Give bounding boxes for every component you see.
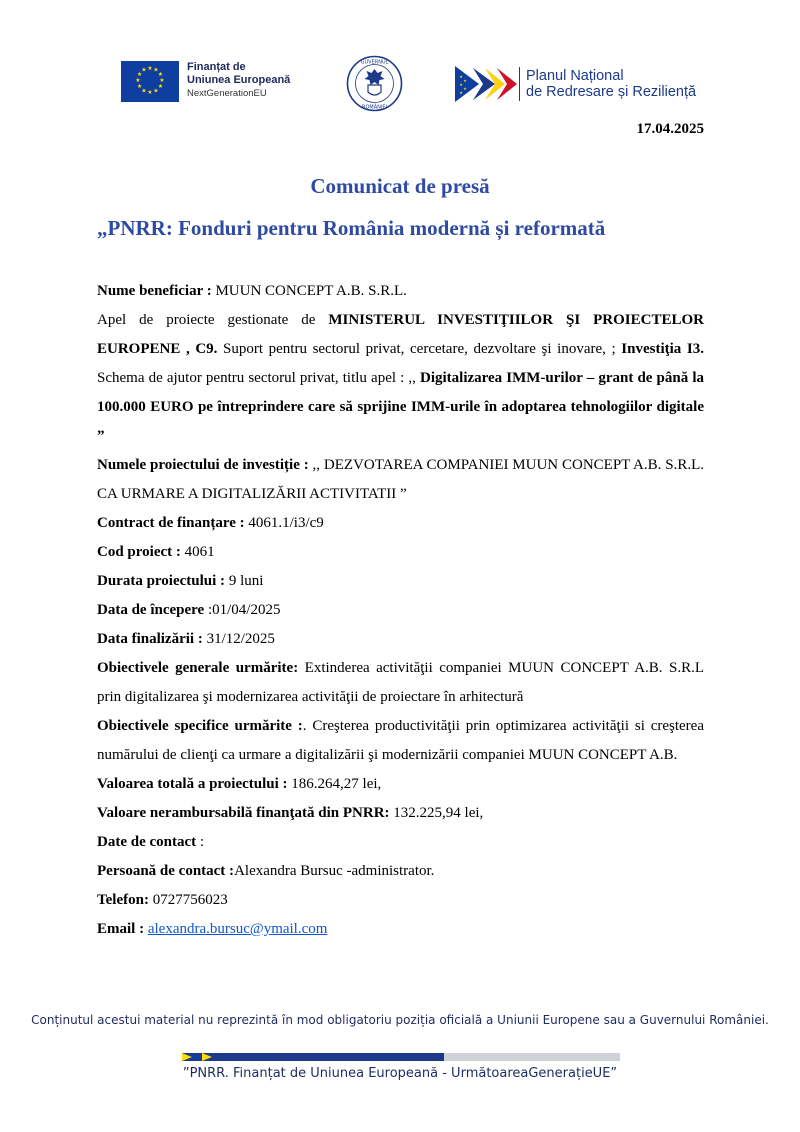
beneficiary-line [97,277,704,306]
start-date-line [97,596,704,625]
email-label: Email : [97,921,145,937]
svg-text:ROMÂNIEI: ROMÂNIEI [362,104,387,111]
contract-label: Contract de finanțare : [97,515,245,531]
svg-text:★: ★ [459,90,463,95]
general-objectives [97,654,704,712]
call-title: Digitalizarea IMM-urilor – grant de până la 100.000 EURO pe întreprindere care să sprijine IMM-urile în adoptarea tehnologiilor digitale ” [97,370,704,444]
svg-text:★: ★ [157,83,164,90]
government-seal-icon [346,55,403,112]
email-line [97,915,704,944]
project-code-value: 4061 [180,544,215,560]
contract-line [97,509,704,538]
pnrr-logo [455,66,696,102]
project-code-label: Cod proiect : [97,544,181,560]
project-name-value: ,, DEZVOTAREA COMPANIEI MUUN CONCEPT A.B. S.R.L. CA URMARE A DIGITALIZĂRII ACTIVITATII ” [97,457,704,502]
phone-label: Telefon: [97,892,149,908]
end-date-label: Data finalizării : [97,631,203,647]
call-text-2: Suport pentru sectorul privat, cercetare, dezvoltare şi inovare, ; [217,341,622,357]
project-code-line [97,538,704,567]
contact-heading-label: Date de contact [97,834,197,850]
phone-value: 0727756023 [148,892,228,908]
call-ministry: MINISTERUL INVESTIŢIILOR ŞI PROIECTELOR EUROPENE , C9. [97,312,704,357]
pnrr-arrows-icon [455,66,517,102]
specific-objectives-value: . Creşterea productivităţii prin optimizarea activităţii si creşterea numărului de clienţi ca urmare a digitalizării şi modernizării companiei MUUN CONCEPT A.B. [97,718,704,763]
grant-value-line [97,799,704,828]
svg-text:★: ★ [463,78,467,83]
contact-person-value: Alexandra Bursuc -administrator. [234,863,435,879]
total-value-amount: 186.264,27 lei, [287,776,382,792]
contact-heading-line [97,828,704,857]
email-link[interactable]: alexandra.bursuc@ymail.com [147,921,328,937]
eu-disclaimer: Conținutul acestui material nu reprezintă în mod obligatoriu poziția oficială a Uniunii Europene sau a Guvernului României. [31,1013,769,1027]
svg-text:★: ★ [159,77,165,84]
contract-value: 4061.1/i3/c9 [244,515,324,531]
svg-text:★: ★ [147,89,153,96]
general-objectives-label: Obiectivele generale urmărite: [97,660,299,676]
eu-funding-logo [121,61,290,102]
pnrr-logo-line2: de Redresare și Reziliență [526,84,697,100]
specific-objectives-label: Obiectivele specifice urmărite : [97,718,303,734]
duration-line [97,567,704,596]
total-value-line [97,770,704,799]
duration-value: 9 luni [225,573,264,589]
footer-stripe-icon [182,1053,620,1061]
pnrr-logo-line1: Planul Național [526,68,624,84]
press-release-date: 17.04.2025 [636,121,704,137]
call-description [97,306,704,451]
eu-logo-line1: Finanțat de [187,61,246,73]
start-date-value: :01/04/2025 [204,602,281,618]
eu-flag-icon [121,61,179,102]
svg-text:★: ★ [147,65,153,72]
start-date-label: Data de începere [97,602,205,618]
page-title: Comunicat de presă [310,174,490,198]
project-name-label: Numele proiectului de investiție : [97,457,309,473]
contact-heading-value: : [196,834,205,850]
svg-text:★: ★ [153,87,159,95]
eu-logo-line3: NextGenerationEU [187,88,267,99]
call-investment: Investiţia I3. [621,341,704,357]
phone-line [97,886,704,915]
beneficiary-label: Nume beneficiar : [97,283,212,299]
project-name-line [97,451,704,509]
svg-text:★: ★ [157,71,164,78]
svg-text:★: ★ [135,77,141,84]
footer-slogan: ”PNRR. Finanțat de Uniunea Europeană - UrmătoareaGenerațieUE” [182,1066,618,1081]
page-subtitle: „PNRR: Fonduri pentru România modernă și reformată [97,216,606,240]
svg-text:★: ★ [153,66,159,74]
svg-text:★: ★ [141,66,147,74]
call-text-1: Apel de proiecte gestionate de [97,312,329,328]
total-value-label: Valoarea totală a proiectului : [97,776,288,792]
general-objectives-value: Extinderea activităţii companiei MUUN CONCEPT A.B. S.R.L prin digitalizarea şi modernizarea activităţii de proiectare în arhitectură [97,660,705,705]
duration-label: Durata proiectului : [97,573,226,589]
svg-text:★: ★ [141,87,147,95]
contact-person-line [97,857,704,886]
grant-value-amount: 132.225,94 lei, [389,805,484,821]
call-text-3: Schema de ajutor pentru sectorul privat, titlu apel : ,, [97,370,420,386]
press-release-body [97,277,704,944]
svg-text:GUVERNUL: GUVERNUL [360,59,389,66]
svg-text:★: ★ [459,74,463,79]
eu-logo-line2: Uniunea Europeană [187,74,291,86]
svg-text:★: ★ [459,82,463,87]
svg-text:★: ★ [136,83,143,90]
svg-text:★: ★ [463,86,467,91]
svg-text:★: ★ [136,71,143,78]
end-date-line [97,625,704,654]
end-date-value: 31/12/2025 [202,631,275,647]
contact-person-label: Persoană de contact : [97,863,235,879]
specific-objectives [97,712,704,770]
beneficiary-value: MUUN CONCEPT A.B. S.R.L. [211,283,407,299]
grant-value-label: Valoare nerambursabilă finanţată din PNRR: [97,805,390,821]
